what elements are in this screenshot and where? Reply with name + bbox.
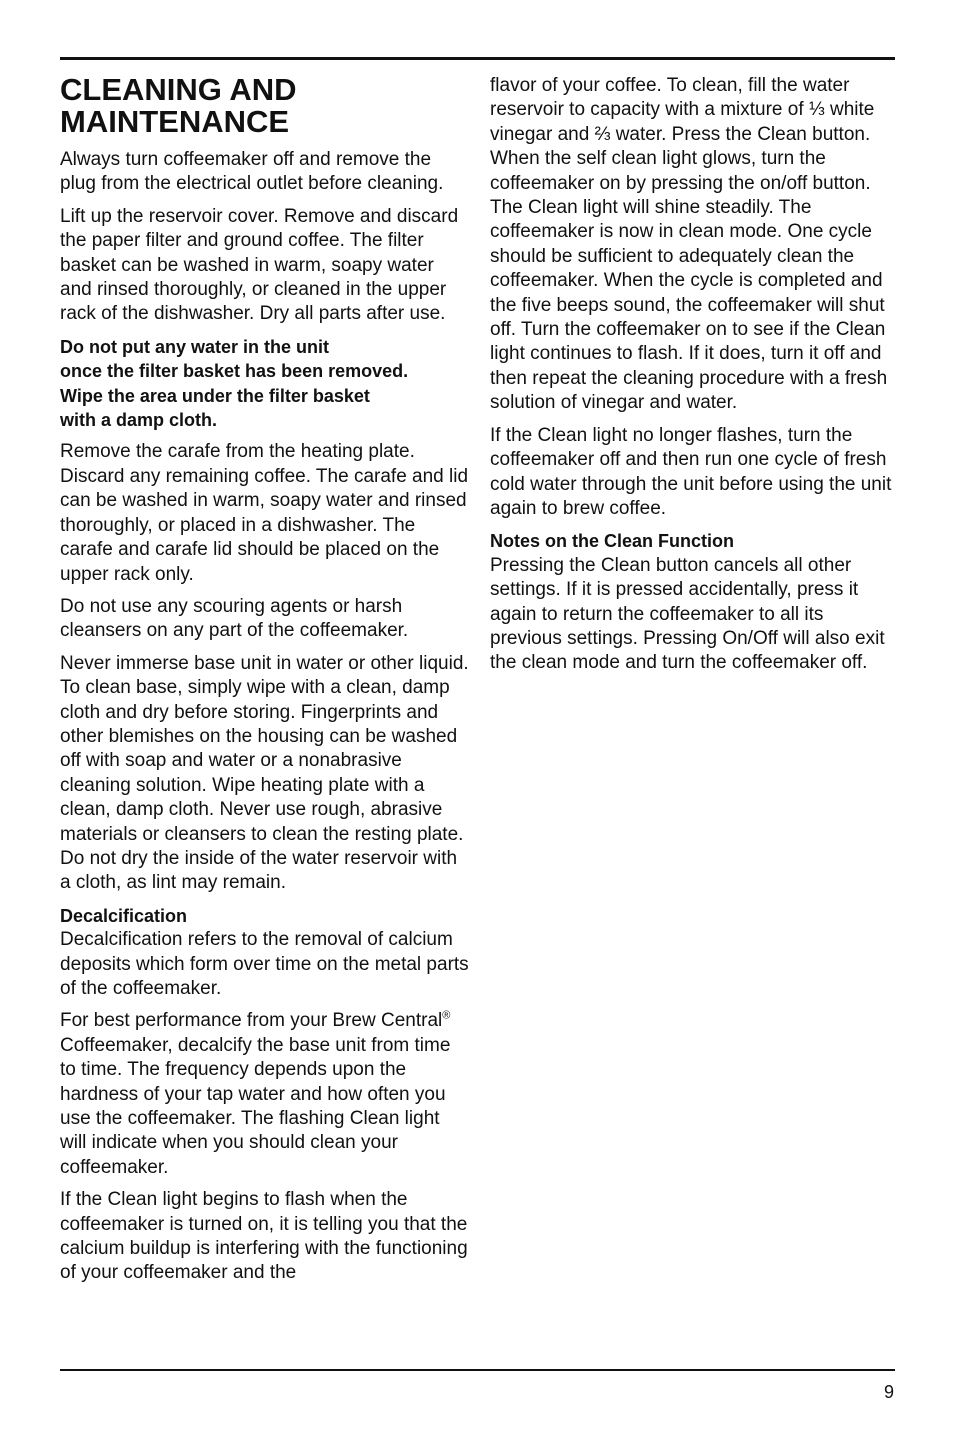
text-segment: Coffeemaker, decalcify the base unit from time to time. The frequency depends upon the hardness of your tap water and how often you use the coffeemaker. The flashing Clean light will indicate when you should clean your coffeemaker. bbox=[60, 1034, 451, 1178]
left-column bbox=[60, 74, 470, 1294]
paragraph-filter-basket: Lift up the reservoir cover. Remove and discard the paper filter and ground coffee. The filter basket can be washed in warm, soapy water and rinsed thoroughly, or cleaned in the upper rack of the dishwasher. Dry all parts after use. bbox=[60, 205, 459, 325]
paragraph-no-longer-flashes: If the Clean light no longer flashes, turn the coffeemaker off and then run one cycle of fresh cold water through the unit before using the unit again to brew coffee. bbox=[490, 424, 892, 519]
notes-body: Pressing the Clean button cancels all other settings. If it is pressed accidentally, press it again to return the coffeemaker to all its previous settings. Pressing On/Off will also exit the clean mode and turn the coffeemaker off. bbox=[490, 554, 885, 674]
notes-section bbox=[490, 529, 895, 675]
paragraph-base-unit: Never immerse base unit in water or other liquid. To clean base, simply wipe with a clean, damp cloth and dry before storing. Fingerprints and other blemishes on the housing can be washed off with soap and water or a nonabrasive cleaning solution. Wipe heating plate with a clean, damp cloth. Never use rough, abrasive materials or cleansers to clean the resting plate. Do not dry the inside of the water reservoir with a cloth, as lint may remain. bbox=[60, 652, 469, 894]
page-title: CLEANING AND MAINTENANCE bbox=[60, 72, 297, 139]
paragraph-carafe: Remove the carafe from the heating plate. Discard any remaining coffee. The carafe and lid can be washed in warm, soapy water and rinsed thoroughly, or placed in a dishwasher. The carafe and carafe lid should be placed on the upper rack only. bbox=[60, 441, 469, 585]
decalcification-heading: Decalcification bbox=[60, 905, 188, 926]
paragraph-scouring: Do not use any scouring agents or harsh cleansers on any part of the coffeemaker. bbox=[60, 595, 409, 642]
top-rule bbox=[60, 57, 895, 60]
paragraph-best-performance bbox=[60, 1009, 470, 1180]
page-number: 9 bbox=[883, 1382, 894, 1402]
decalcification-section bbox=[60, 904, 470, 1002]
paragraph-clean-light-flash: If the Clean light begins to flash when the coffeemaker is turned on, it is telling you that the calcium buildup is interfering with the functioning of your coffeemaker and the bbox=[60, 1189, 468, 1284]
bottom-rule bbox=[60, 1369, 895, 1371]
notes-heading: Notes on the Clean Function bbox=[490, 531, 735, 552]
warning-line: Do not put any water in the unit bbox=[60, 336, 329, 357]
text-segment: For best performance from your Brew Central bbox=[60, 1010, 443, 1032]
registered-mark: ® bbox=[442, 1010, 451, 1023]
warning-note bbox=[60, 335, 470, 433]
warning-line: Wipe the area under the filter basket bbox=[60, 385, 370, 406]
paragraph-clean-procedure: flavor of your coffee. To clean, fill the water reservoir to capacity with a mixture of ⅓ white vinegar and ⅔ water. Press the Clean button. When the self clean light glows, turn the coffeemaker on by pressing the on/off button. The Clean light will shine steadily. The coffeemaker is now in clean mode. One cycle should be sufficient to adequately clean the coffeemaker. When the cycle is completed and the five beeps sound, the coffeemaker will shut off. Turn the coffeemaker on to see if the Clean light continues to flash. If it does, turn it off and then repeat the cleaning procedure with a fresh solution of vinegar and water. bbox=[490, 75, 888, 414]
warning-line: once the filter basket has been removed. bbox=[60, 361, 409, 382]
right-column bbox=[490, 74, 895, 684]
warning-line: with a damp cloth. bbox=[60, 410, 218, 431]
paragraph-unplug: Always turn coffeemaker off and remove the plug from the electrical outlet before cleaning. bbox=[60, 149, 444, 195]
decalcification-intro: Decalcification refers to the removal of calcium deposits which form over time on the metal parts of the coffeemaker. bbox=[60, 929, 469, 999]
